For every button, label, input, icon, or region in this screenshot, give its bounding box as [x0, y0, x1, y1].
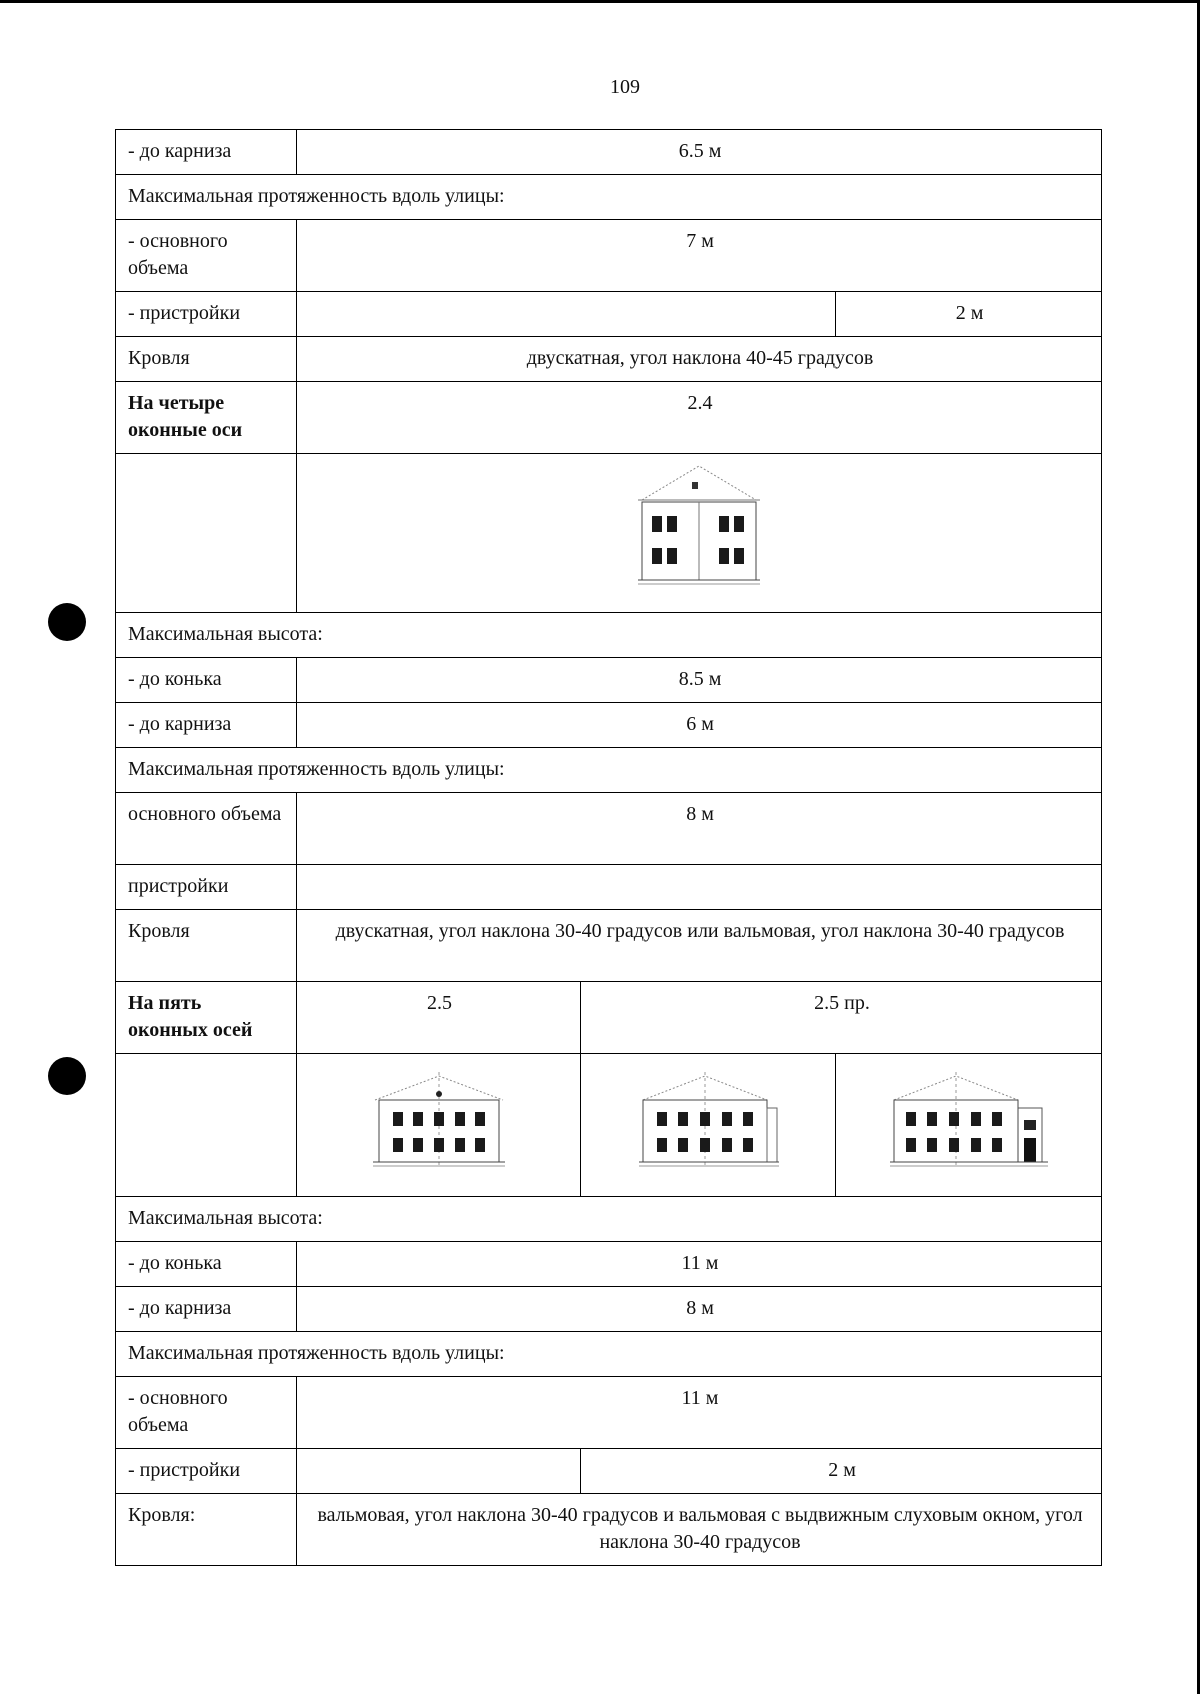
- row-label: основного объема: [116, 793, 297, 865]
- row-label: - до карниза: [116, 1287, 297, 1332]
- facade-cell: [836, 1054, 1102, 1197]
- row-value: 2.5: [297, 982, 581, 1054]
- table-row: [116, 793, 1102, 865]
- row-label: пристройки: [116, 865, 297, 910]
- empty-cell: [116, 1054, 297, 1197]
- row-label: - до конька: [116, 1242, 297, 1287]
- table-row: [116, 454, 1102, 613]
- row-value: вальмовая, угол наклона 30-40 градусов и вальмовая с выдвижным слуховым окном, угол наклона 30-40 градусов: [297, 1494, 1102, 1566]
- punch-hole: [48, 1057, 86, 1095]
- row-value: 11 м: [297, 1242, 1102, 1287]
- empty-cell: [297, 292, 836, 337]
- table-row: [116, 865, 1102, 910]
- row-label: - пристройки: [116, 1449, 297, 1494]
- facade-5-axes-drawing: [369, 1072, 509, 1172]
- table-row: [116, 703, 1102, 748]
- row-label: - до конька: [116, 658, 297, 703]
- row-label: - до карниза: [116, 130, 297, 175]
- row-label: Кровля:: [116, 1494, 297, 1566]
- row-value: 11 м: [297, 1377, 1102, 1449]
- section-heading: Максимальная протяженность вдоль улицы:: [116, 748, 1102, 793]
- row-value: 6.5 м: [297, 130, 1102, 175]
- table-row: [116, 1054, 1102, 1197]
- row-value: 8 м: [297, 1287, 1102, 1332]
- table-row: [116, 175, 1102, 220]
- table-row: [116, 910, 1102, 982]
- section-heading: Максимальная высота:: [116, 613, 1102, 658]
- row-value: 2 м: [581, 1449, 1102, 1494]
- table-row: [116, 130, 1102, 175]
- row-value: 6 м: [297, 703, 1102, 748]
- table-row: [116, 292, 1102, 337]
- facade-cell: [581, 1054, 836, 1197]
- empty-cell: [297, 1449, 581, 1494]
- table-row: [116, 1449, 1102, 1494]
- table-row: [116, 613, 1102, 658]
- table-row: [116, 220, 1102, 292]
- table-row: [116, 1242, 1102, 1287]
- row-value: 7 м: [297, 220, 1102, 292]
- row-label: - основного объема: [116, 1377, 297, 1449]
- page-number: 109: [610, 76, 640, 98]
- facade-5-axes-annex-right-drawing: [884, 1072, 1054, 1172]
- punch-hole: [48, 603, 86, 641]
- table-row: [116, 1377, 1102, 1449]
- row-label: Кровля: [116, 910, 297, 982]
- row-value: 2 м: [836, 292, 1102, 337]
- section-label: На пять оконных осей: [116, 982, 297, 1054]
- empty-cell: [116, 454, 297, 613]
- table-row: [116, 1494, 1102, 1566]
- table-row: [116, 658, 1102, 703]
- row-value: 8 м: [297, 793, 1102, 865]
- facade-cell: [297, 1054, 581, 1197]
- facade-cell: [297, 454, 1102, 613]
- row-label: - до карниза: [116, 703, 297, 748]
- row-value: двускатная, угол наклона 30-40 градусов или вальмовая, угол наклона 30-40 градусов: [297, 910, 1102, 982]
- row-label: Кровля: [116, 337, 297, 382]
- row-label: - основного объема: [116, 220, 297, 292]
- table-row: [116, 748, 1102, 793]
- table-row: [116, 337, 1102, 382]
- section-heading: Максимальная протяженность вдоль улицы:: [116, 175, 1102, 220]
- section-label: На четыре оконные оси: [116, 382, 297, 454]
- facade-5-axes-annex-drawing: [633, 1072, 783, 1172]
- section-heading: Максимальная высота:: [116, 1197, 1102, 1242]
- table-row: [116, 1332, 1102, 1377]
- facade-4-axes-drawing: [634, 464, 764, 589]
- scan-border-top: [0, 0, 1200, 3]
- table-row: [116, 1197, 1102, 1242]
- row-label: - пристройки: [116, 292, 297, 337]
- row-value: 8.5 м: [297, 658, 1102, 703]
- row-value: 2.5 пр.: [581, 982, 1102, 1054]
- empty-cell: [297, 865, 1102, 910]
- table-row: [116, 1287, 1102, 1332]
- row-value: 2.4: [297, 382, 1102, 454]
- row-value: двускатная, угол наклона 40-45 градусов: [297, 337, 1102, 382]
- section-heading: Максимальная протяженность вдоль улицы:: [116, 1332, 1102, 1377]
- table-row: [116, 382, 1102, 454]
- table-row: [116, 982, 1102, 1054]
- building-parameters-table: [115, 129, 1102, 1566]
